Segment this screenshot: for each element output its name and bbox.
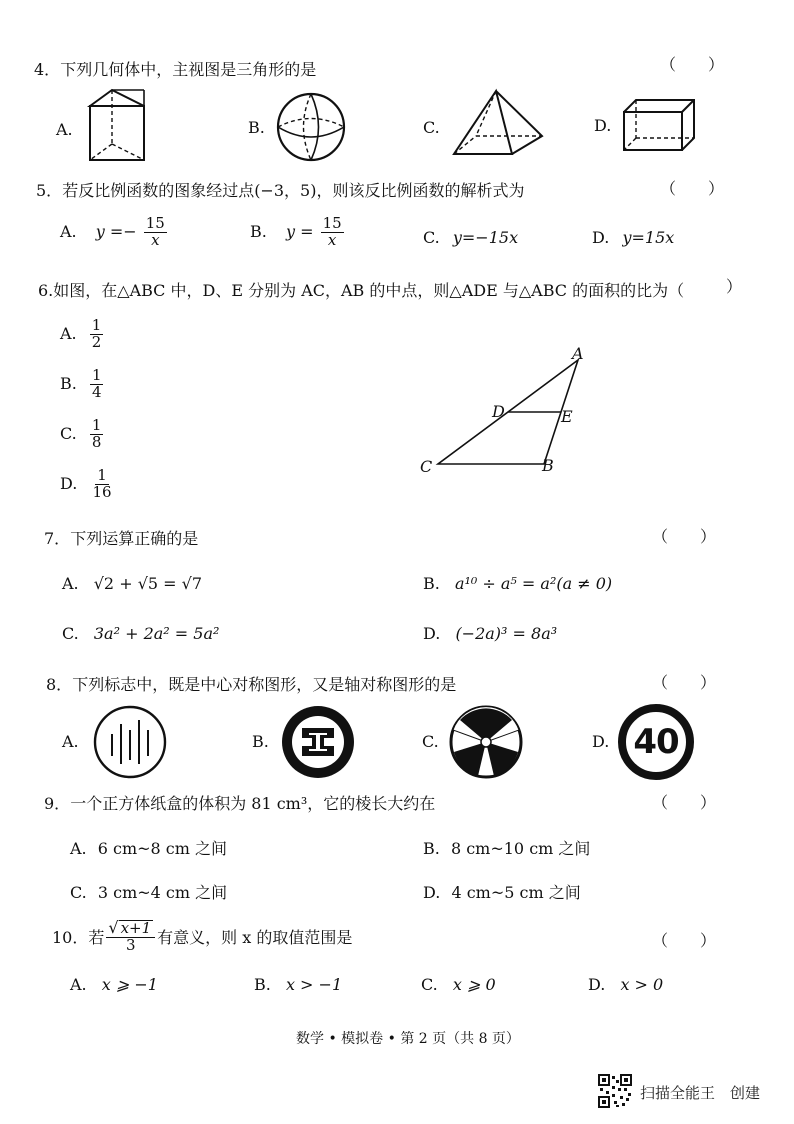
option-b: B. 8 cm~10 cm 之间 bbox=[423, 839, 591, 858]
option-label: A. bbox=[62, 732, 79, 751]
option-a: A. 6 cm~8 cm 之间 bbox=[70, 839, 228, 858]
bank-logo-icon bbox=[280, 704, 356, 780]
option-a: A. y =− $\frac{15}{x}$ bbox=[60, 214, 165, 249]
rectangular-box-icon bbox=[620, 96, 700, 156]
qr-code-icon bbox=[598, 1074, 632, 1108]
answer-paren: ） bbox=[726, 277, 743, 296]
option-d: D. x > 0 bbox=[588, 975, 664, 994]
question-8 bbox=[46, 672, 456, 695]
question-text: 下列标志中，既是中心对称图形，又是轴对称图形的是 bbox=[72, 675, 457, 694]
option-c: C. x ⩾ 0 bbox=[421, 975, 496, 994]
question-number: 5． bbox=[36, 181, 63, 200]
trefoil-circle-icon bbox=[448, 704, 524, 780]
option-label: A. bbox=[56, 120, 73, 139]
question-text: 如图，在△ABC 中，D、E 分别为 AC，AB 的中点，则△ADE 与△ABC 的面积的比为（ bbox=[53, 281, 685, 300]
option-label: B. bbox=[248, 118, 265, 137]
option-label: C. bbox=[423, 118, 440, 137]
vertex-label-a: A bbox=[572, 344, 584, 363]
speed-limit-40-icon bbox=[618, 704, 694, 780]
option-c: C. 3a² + 2a² = 5a² bbox=[62, 624, 220, 643]
answer-paren: （ ） bbox=[652, 931, 717, 950]
question-4 bbox=[34, 57, 316, 80]
answer-paren: （ ） bbox=[652, 527, 717, 546]
option-b: B. y = $\frac{15}{x}$ bbox=[250, 214, 342, 249]
option-d: D. y=15x bbox=[592, 228, 675, 247]
question-text: 一个正方体纸盒的体积为 81 cm³，它的棱长大约在 bbox=[70, 794, 436, 813]
question-number: 6. bbox=[38, 281, 54, 300]
fraction: $\frac{15}{x}$ bbox=[322, 214, 342, 249]
option-c: C. 3 cm~4 cm 之间 bbox=[70, 883, 228, 902]
option-a: A. $\frac{1}{2}$ bbox=[60, 316, 102, 351]
option-a: A. √2 + √5 = √7 bbox=[62, 574, 203, 593]
answer-paren: （ ） bbox=[652, 793, 717, 812]
question-5 bbox=[36, 178, 524, 201]
triangular-prism-icon bbox=[82, 88, 157, 166]
option-label: C. bbox=[422, 732, 439, 751]
scanner-watermark-text: 扫描全能王 创建 bbox=[640, 1084, 761, 1102]
vertical-bars-circle-icon bbox=[92, 704, 168, 780]
vertex-label-e: E bbox=[561, 407, 573, 426]
answer-paren: （ ） bbox=[660, 55, 725, 74]
question-number: 4． bbox=[34, 60, 61, 79]
question-text: 下列运算正确的是 bbox=[70, 529, 199, 548]
question-6 bbox=[38, 278, 684, 301]
option-c: C. y=−15x bbox=[423, 228, 519, 247]
question-number: 8． bbox=[46, 675, 73, 694]
option-b: B. x > −1 bbox=[254, 975, 343, 994]
option-a: A. x ⩾ −1 bbox=[70, 975, 158, 994]
option-c: C. $\frac{1}{8}$ bbox=[60, 416, 102, 451]
answer-paren: （ ） bbox=[660, 179, 725, 198]
option-d: D. (−2a)³ = 8a³ bbox=[423, 624, 558, 643]
page-footer: 数学 • 模拟卷 • 第 2 页（共 8 页） bbox=[296, 1031, 520, 1047]
option-b: B. $\frac{1}{4}$ bbox=[60, 366, 102, 401]
option-d: D. $\frac{1}{16}$ bbox=[60, 466, 112, 501]
vertex-label-d: D bbox=[492, 402, 505, 421]
question-number: 9． bbox=[44, 794, 71, 813]
vertex-label-b: B bbox=[542, 456, 554, 475]
option-label: B. bbox=[252, 732, 269, 751]
square-pyramid-icon bbox=[450, 88, 550, 163]
option-label: D. bbox=[594, 116, 612, 135]
question-text: 若反比例函数的图象经过点(−3，5)，则该反比例函数的解析式为 bbox=[62, 181, 525, 200]
question-7 bbox=[44, 526, 198, 549]
question-text: 有意义，则 x 的取值范围是 bbox=[157, 928, 353, 948]
option-label: D. bbox=[592, 732, 610, 751]
sphere-icon bbox=[276, 92, 348, 164]
speed-limit-text: 40 bbox=[633, 722, 679, 762]
option-d: D. 4 cm~5 cm 之间 bbox=[423, 883, 581, 902]
vertex-label-c: C bbox=[420, 457, 433, 476]
question-number: 10． bbox=[52, 928, 89, 948]
question-text: 下列几何体中，主视图是三角形的是 bbox=[60, 60, 317, 79]
question-9 bbox=[44, 791, 435, 814]
question-10: 10． 若 √ x+1 3 有意义，则 x 的取值范围是 bbox=[52, 918, 353, 954]
radical-fraction: √ x+1 3 bbox=[106, 920, 155, 954]
answer-paren: （ ） bbox=[652, 673, 717, 692]
question-number: 7． bbox=[44, 529, 71, 548]
fraction: $\frac{15}{x}$ bbox=[145, 214, 165, 249]
option-b: B. a¹⁰ ÷ a⁵ = a²(a ≠ 0) bbox=[423, 574, 613, 593]
